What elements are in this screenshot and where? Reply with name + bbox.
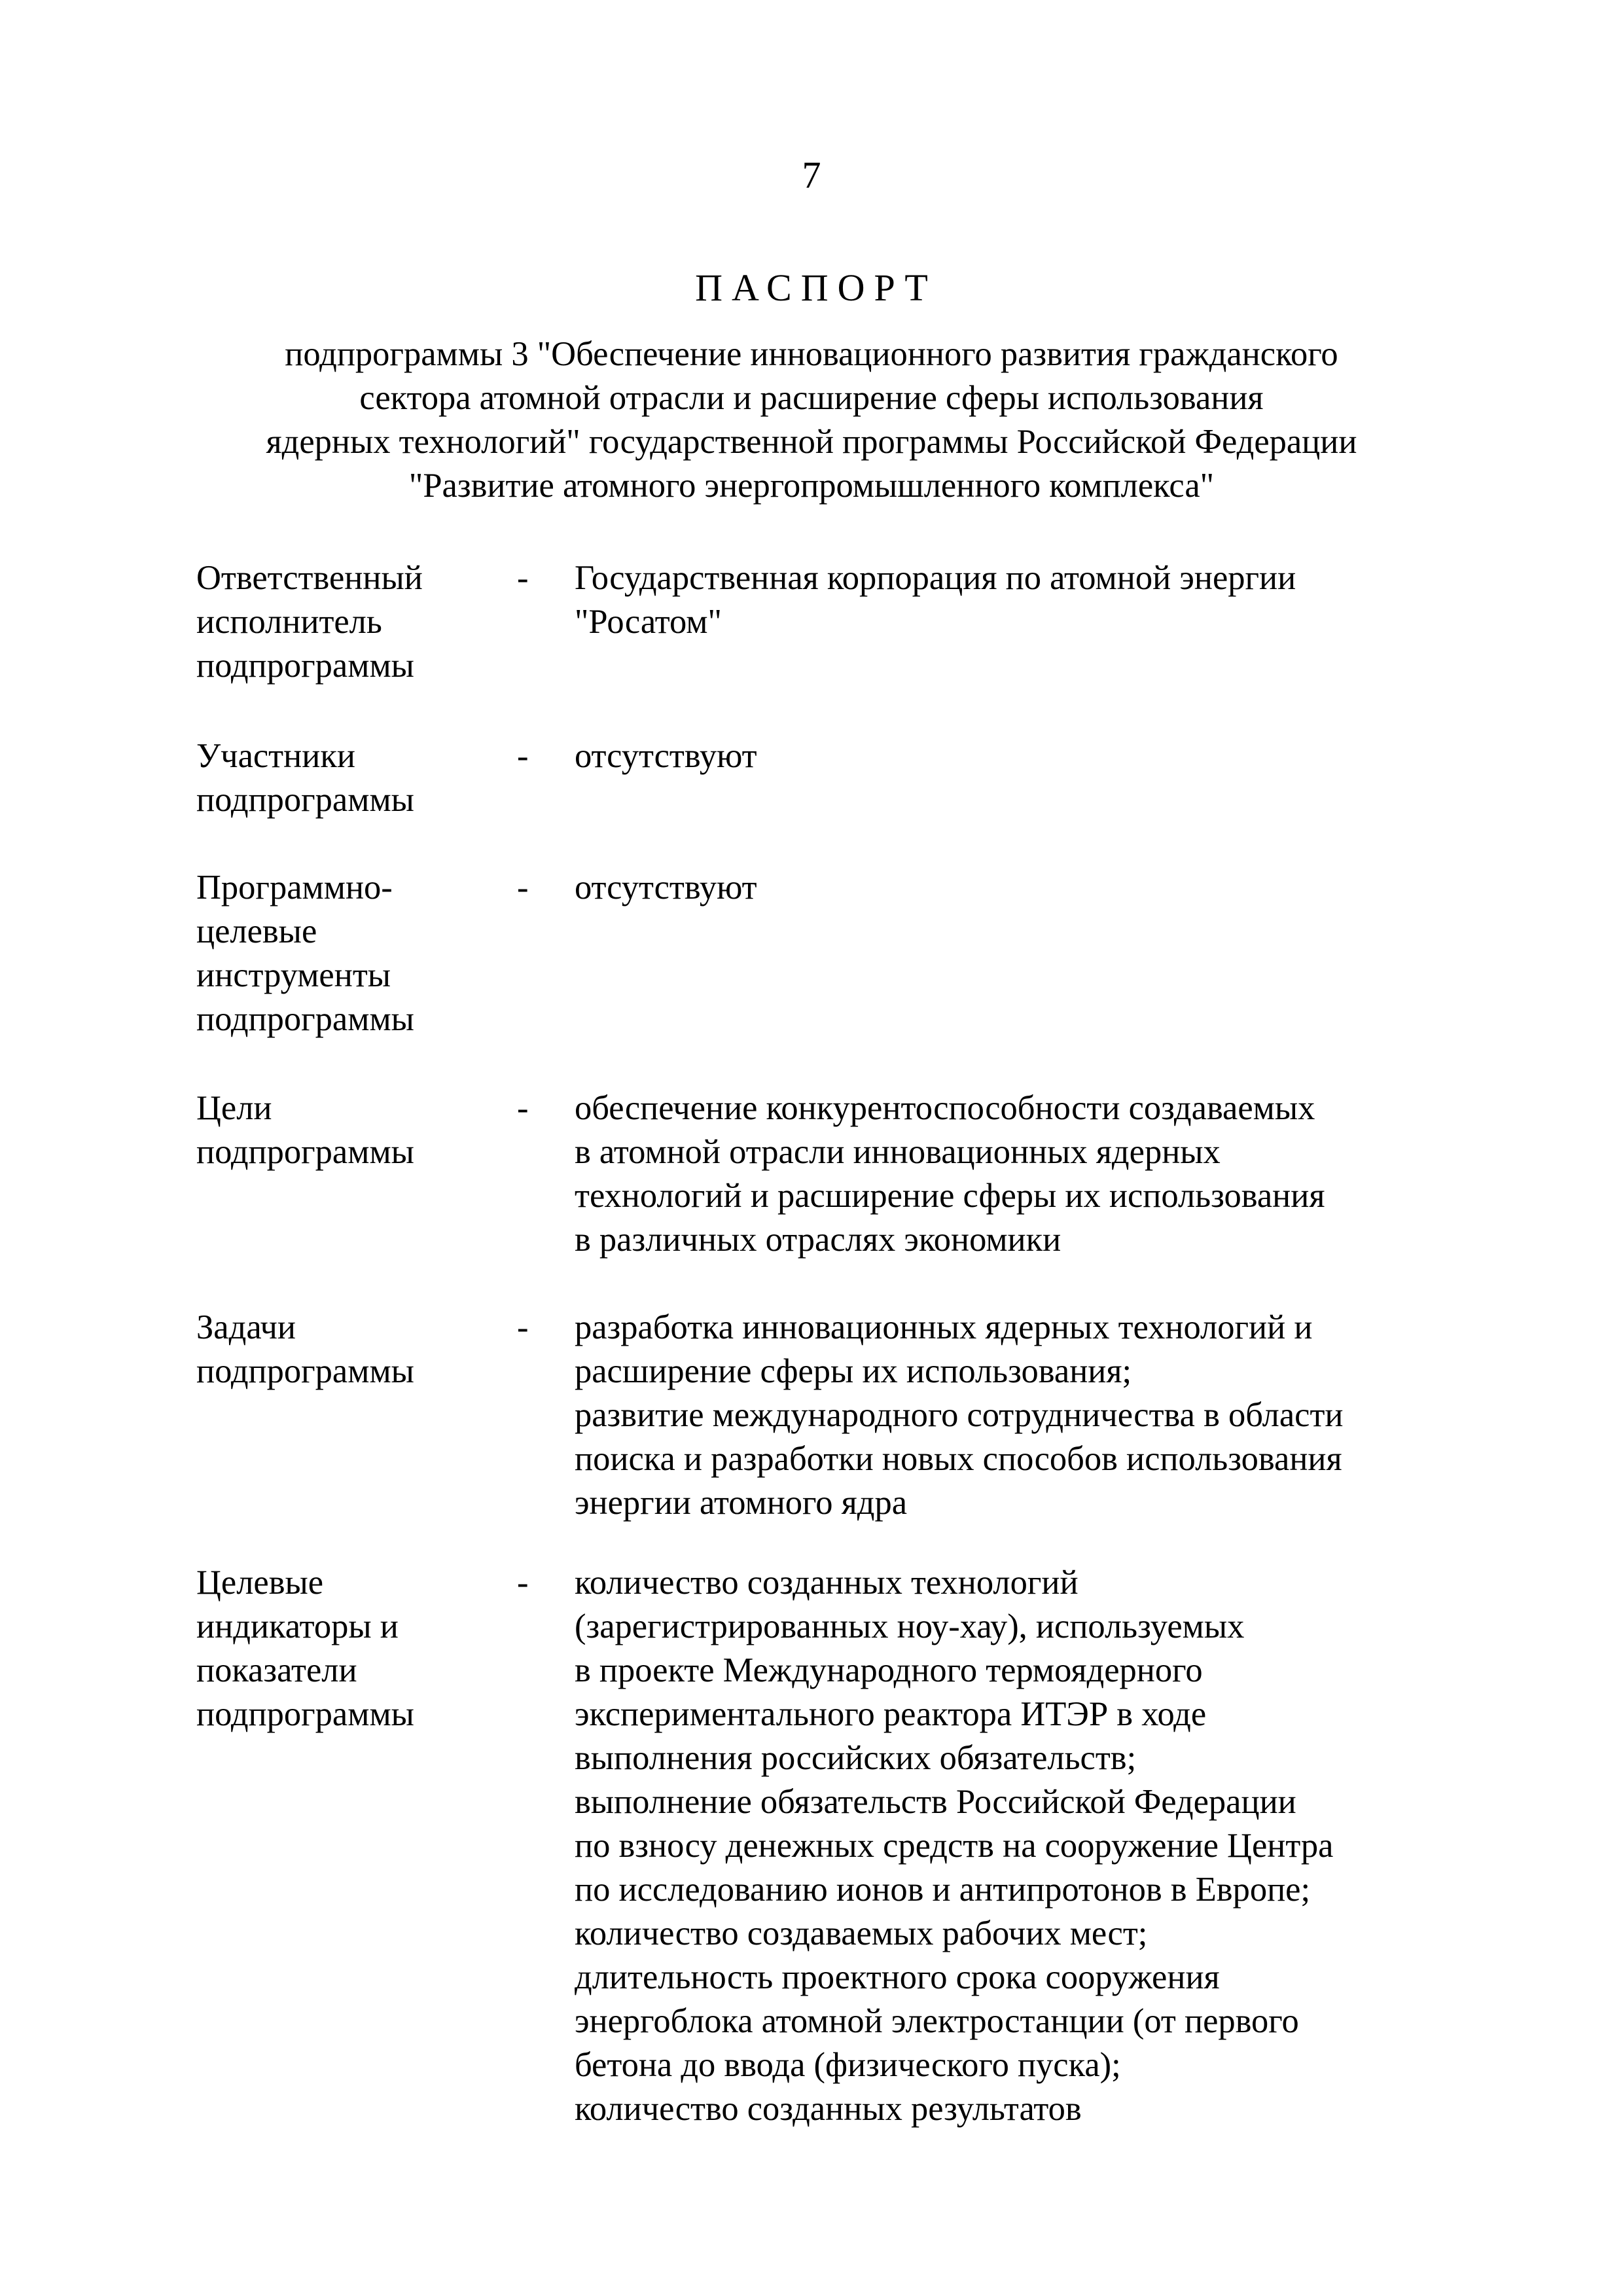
row-value-line: Государственная корпорация по атомной энергии <box>575 559 1296 597</box>
row-label <box>196 1086 497 1174</box>
subtitle-line: "Развитие атомного энергопромышленного комплекса" <box>408 467 1215 505</box>
row-dash: - <box>517 559 529 597</box>
row-value-line: выполнения российских обязательств; <box>575 1739 1137 1777</box>
row-dash: - <box>517 1089 529 1127</box>
row-label <box>196 1561 497 1736</box>
row-value-line: количество создаваемых рабочих мест; <box>575 1914 1148 1952</box>
row-value <box>575 866 1510 910</box>
row-value-line: расширение сферы их использования; <box>575 1352 1132 1390</box>
row-value <box>575 1561 1510 2131</box>
passport-row-goals <box>0 1086 1623 1306</box>
row-value-line: энергоблока атомной электростанции (от первого <box>575 2002 1299 2040</box>
row-value-line: в атомной отрасли инновационных ядерных <box>575 1133 1221 1171</box>
row-value-line: бетона до ввода (физического пуска); <box>575 2046 1121 2084</box>
row-label-line: Целевые <box>196 1564 324 1602</box>
row-value-line: в проекте Международного термоядерного <box>575 1651 1203 1689</box>
subtitle-line: ядерных технологий" государственной программы Российской Федерации <box>266 423 1357 461</box>
row-label-line: подпрограммы <box>196 781 414 819</box>
subtitle-line: сектора атомной отрасли и расширение сферы использования <box>359 379 1264 417</box>
row-label-line: подпрограммы <box>196 1695 414 1733</box>
row-label-line: Задачи <box>196 1308 296 1346</box>
row-dash: - <box>517 1564 529 1602</box>
row-value <box>575 1306 1510 1525</box>
row-label <box>196 1306 497 1393</box>
document-subtitle <box>164 332 1459 508</box>
row-label-line: Цели <box>196 1089 272 1127</box>
row-value-line: "Росатом" <box>575 603 722 641</box>
passport-table <box>0 556 1623 2137</box>
page-number: 7 <box>802 154 821 196</box>
row-value-line: в различных отраслях экономики <box>575 1221 1061 1259</box>
row-label-line: подпрограммы <box>196 1000 414 1038</box>
row-value-line: экспериментального реактора ИТЭР в ходе <box>575 1695 1207 1733</box>
row-value-line: обеспечение конкурентоспособности создаваемых <box>575 1089 1315 1127</box>
passport-row-responsible <box>0 556 1623 734</box>
row-label-line: Программно- <box>196 869 393 906</box>
row-value-line: количество созданных технологий <box>575 1564 1079 1602</box>
row-value-line: энергии атомного ядра <box>575 1484 908 1522</box>
row-value-line: количество созданных результатов <box>575 2090 1082 2128</box>
row-value-line: длительность проектного срока сооружения <box>575 1958 1220 1996</box>
passport-row-participants <box>0 734 1623 866</box>
row-label <box>196 556 497 688</box>
row-value-line: по взносу денежных средств на сооружение Центра <box>575 1827 1334 1865</box>
subtitle-line: подпрограммы 3 "Обеспечение инновационного развития гражданского <box>285 335 1338 373</box>
row-value-line: отсутствуют <box>575 869 757 906</box>
passport-row-tasks <box>0 1306 1623 1561</box>
passport-row-instruments <box>0 866 1623 1086</box>
row-value-line: технологий и расширение сферы их использования <box>575 1177 1325 1215</box>
row-label-line: Участники <box>196 737 355 775</box>
row-label-line: исполнитель <box>196 603 382 641</box>
passport-row-indicators <box>0 1561 1623 2137</box>
row-value <box>575 1086 1510 1262</box>
row-value-line: поиска и разработки новых способов использования <box>575 1440 1342 1478</box>
row-dash: - <box>517 737 529 775</box>
row-label-line: индикаторы и <box>196 1607 399 1645</box>
row-dash: - <box>517 869 529 906</box>
row-label-line: показатели <box>196 1651 357 1689</box>
row-value-line: отсутствуют <box>575 737 757 775</box>
row-label-line: целевые <box>196 912 317 950</box>
document-title: ПАСПОРТ <box>695 266 937 309</box>
row-value-line: развитие международного сотрудничества в области <box>575 1396 1344 1434</box>
row-value <box>575 734 1510 778</box>
row-label-line: подпрограммы <box>196 1352 414 1390</box>
row-value <box>575 556 1510 644</box>
row-label-line: подпрограммы <box>196 647 414 685</box>
row-value-line: разработка инновационных ядерных технологий и <box>575 1308 1313 1346</box>
row-dash: - <box>517 1308 529 1346</box>
row-value-line: (зарегистрированных ноу-хау), используемых <box>575 1607 1245 1645</box>
row-value-line: по исследованию ионов и антипротонов в Европе; <box>575 1871 1311 1909</box>
row-label-line: Ответственный <box>196 559 423 597</box>
row-value-line: выполнение обязательств Российской Федерации <box>575 1783 1296 1821</box>
row-label-line: инструменты <box>196 956 391 994</box>
row-label <box>196 734 497 822</box>
row-label <box>196 866 497 1041</box>
row-label-line: подпрограммы <box>196 1133 414 1171</box>
